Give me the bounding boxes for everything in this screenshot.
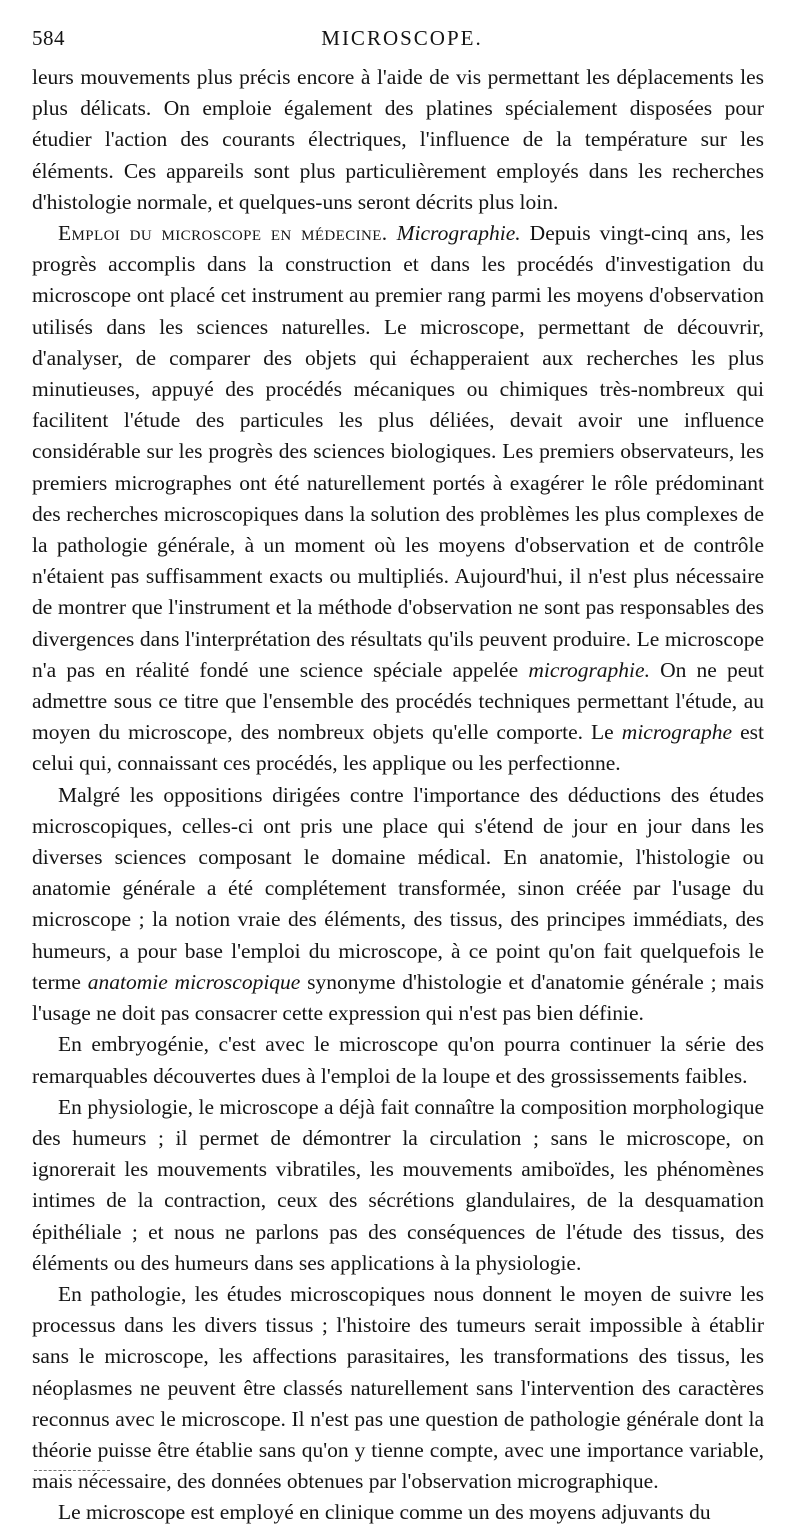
page-number: 584 <box>32 26 65 50</box>
paragraph-text: Malgré les oppositions dirigées contre l'importance des déductions des études microscopiques, celles-ci ont pris une place qui s'étend de jour en jour dans les diverses sciences composant le domaine médical. En anatomie, l'histologie ou anatomie générale a été complétement transformée, sinon créée par l'usage du microscope ; la notion vraie des éléments, des tissus, des principes immédiats, des humeurs, a pour base l'emploi du microscope, à ce point qu'on fait quelquefois le terme <box>32 782 764 994</box>
italic-term-micrographie-lower: micrographie. <box>528 657 650 682</box>
running-title: MICROSCOPE. <box>321 26 483 50</box>
paragraph-emploi-du-microscope <box>32 218 764 780</box>
paragraph-clinique: Le microscope est employé en clinique comme un des moyens adjuvants du <box>58 1500 711 1525</box>
paragraph-anatomie <box>32 780 764 1030</box>
section-heading: Emploi du microscope en médecine. <box>58 221 388 246</box>
paragraph-text: synonyme d'histologie et d'anatomie générale ; mais l'usage ne doit pas consacrer cette expression qui n'est pas bien définie. <box>32 969 765 1026</box>
paragraph-text: est celui qui, connaissant ces procédés, les applique ou les perfectionne. <box>32 720 765 776</box>
page-header <box>32 26 772 56</box>
paragraph-physiologie: En physiologie, le microscope a déjà fait connaître la composition morphologique des humeurs ; il permet de démontrer la circulation ; sans le microscope, on ignorerait les mouvements vibratiles, les mouvements amiboïdes, les phénomènes intimes de la contraction, ceux des sécrétions glandulaires, de la desquamation épithéliale ; et nous ne parlons pas des conséquences de l'étude des tissus, des éléments ou des humeurs dans ses applications à la physiologie. <box>32 1094 764 1275</box>
paragraph-text: Depuis vingt-cinq ans, les progrès accomplis dans la construction et dans les procédés d'investigation du microscope ont placé cet instrument au premier rang parmi les moyens d'observation utilisés dans les sciences naturelles. Le microscope, permettant de découvrir, d'analyser, de comparer des objets qui échapperaient aux recherches les plus minutieuses, appuyé des procédés mécaniques ou chimiques très-nombreux qui facilitent l'étude des particules les plus déliées, devait avoir une influence considérable sur les progrès des sciences biologiques. Les premiers observateurs, les premiers micrographes ont été naturellement portés à exagérer le rôle prédominant des recherches microscopiques dans la solution des problèmes les plus complexes de la pathologie générale, à un moment où les moyens d'observation et de contrôle n'étaient pas suffisamment exacts ou multipliés. Aujourd'hui, il n'est plus nécessaire de montrer que l'instrument et la méthode d'observation ne sont pas responsables des divergences dans l'interprétation des résultats qu'ils peuvent produire. Le microscope n'a pas en réalité fondé une science spéciale appelée <box>32 221 765 682</box>
paragraph-continuation: leurs mouvements plus précis encore à l'aide de vis permettant les déplacements les plus délicats. On emploie également des platines spécialement disposées pour étudier l'action des courants électriques, l'influence de la température sur les éléments. Ces appareils sont plus particulièrement employés dans les recherches d'histologie normale, et quelques-uns seront décrits plus loin. <box>32 65 764 214</box>
italic-term-micrographe: micrographe <box>621 720 733 745</box>
italic-term-anatomie-microscopique: anatomie microscopique <box>87 969 301 994</box>
footer-rule <box>34 1470 110 1471</box>
paragraph-embryogenie: En embryogénie, c'est avec le microscope qu'on pourra continuer la série des remarquables découvertes dues à l'emploi de la loupe et des grossissements faibles. <box>32 1032 764 1088</box>
paragraph-text: On ne peut admettre sous ce titre que l'ensemble des procédés techniques permettant l'étude, au moyen du microscope, des nombreux objets qu'elle comporte. Le <box>32 657 764 745</box>
italic-term-micrographie: Micrographie. <box>396 221 521 246</box>
body-text <box>32 62 764 1529</box>
paragraph-pathologie: En pathologie, les études microscopiques nous donnent le moyen de suivre les processus dans les divers tissus ; l'histoire des tumeurs serait impossible à établir sans le microscope, les affections parasitaires, les transformations des tissus, les néoplasmes ne peuvent être classés naturellement sans l'intervention des caractères reconnus avec le microscope. Il n'est pas une question de pathologie générale dont la théorie puisse être établie sans qu'on y tienne compte, avec une importance variable, mais nécessaire, des données obtenues par l'observation micrographique. <box>32 1281 764 1494</box>
